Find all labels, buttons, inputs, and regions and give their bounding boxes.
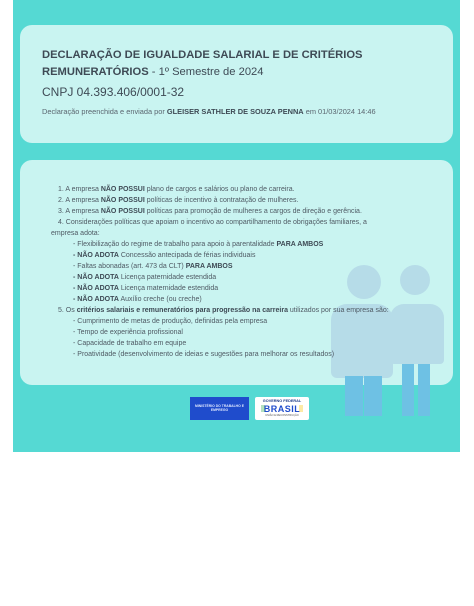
- list-item: 1. A empresa NÃO POSSUI plano de cargos e salários ou plano de carreira.: [58, 186, 295, 193]
- header-card: [20, 25, 453, 143]
- list-item: 2. A empresa NÃO POSSUI políticas de incentivo à contratação de mulheres.: [58, 197, 299, 204]
- sub-item: - NÃO ADOTA Auxílio creche (ou creche): [73, 296, 202, 303]
- ministry-logo: MINISTÉRIO DO TRABALHO E EMPREGO: [190, 397, 249, 420]
- declarant-name: GLEISER SATHLER DE SOUZA PENNA: [166, 107, 304, 116]
- sub-item: - Tempo de experiência profissional: [73, 329, 183, 336]
- sub-item: - NÃO ADOTA Licença paternidade estendida: [73, 274, 217, 281]
- semester-label: 1º Semestre de 2024: [158, 66, 264, 78]
- sub-item: - Proatividade (desenvolvimento de ideias e sugestões para melhorar os resultados): [73, 351, 335, 358]
- sub-item: - NÃO ADOTA Licença maternidade estendida: [73, 285, 219, 292]
- declaration-info: Declaração preenchida e enviada por GLEISER SATHLER DE SOUZA PENNA em 01/03/2024 14:46: [42, 107, 376, 116]
- svg-text:BRASIL: BRASIL: [263, 404, 301, 413]
- sub-item: - Capacidade de trabalho em equipe: [73, 340, 187, 347]
- sub-item: - Cumprimento de metas de produção, definidas pela empresa: [73, 318, 268, 325]
- list-item-continuation: empresa adota:: [51, 230, 100, 237]
- document-page: [13, 0, 460, 452]
- list-item: 5. Os critérios salariais e remuneratórios para progressão na carreira utilizados por sua empresa são:: [58, 307, 389, 314]
- sub-item: - NÃO ADOTA Concessão antecipada de férias individuais: [73, 252, 256, 259]
- list-item: 3. A empresa NÃO POSSUI políticas para promoção de mulheres a cargos de direção e gerência.: [58, 208, 362, 215]
- list-item: 4. Considerações políticas que apoiam o incentivo ao compartilhamento de obrigações familiares, a: [58, 219, 367, 226]
- declaration-items: [51, 184, 430, 360]
- government-logo: GOVERNO FEDERAL BRASIL UNIÃO E RECONSTRUÇÃO: [255, 397, 309, 420]
- sub-item: - Flexibilização do regime de trabalho para apoio à parentalidade PARA AMBOS: [73, 241, 324, 248]
- document-title: DECLARAÇÃO DE IGUALDADE SALARIAL E DE CRITÉRIOS REMUNERATÓRIOS - 1º Semestre de 2024: [42, 49, 363, 78]
- cnpj-number: CNPJ 04.393.406/0001-32: [42, 85, 185, 99]
- brasil-wordmark-icon: [259, 404, 305, 413]
- content-card: [20, 160, 453, 385]
- sub-item: - Faltas abonadas (art. 473 da CLT) PARA AMBOS: [73, 263, 233, 270]
